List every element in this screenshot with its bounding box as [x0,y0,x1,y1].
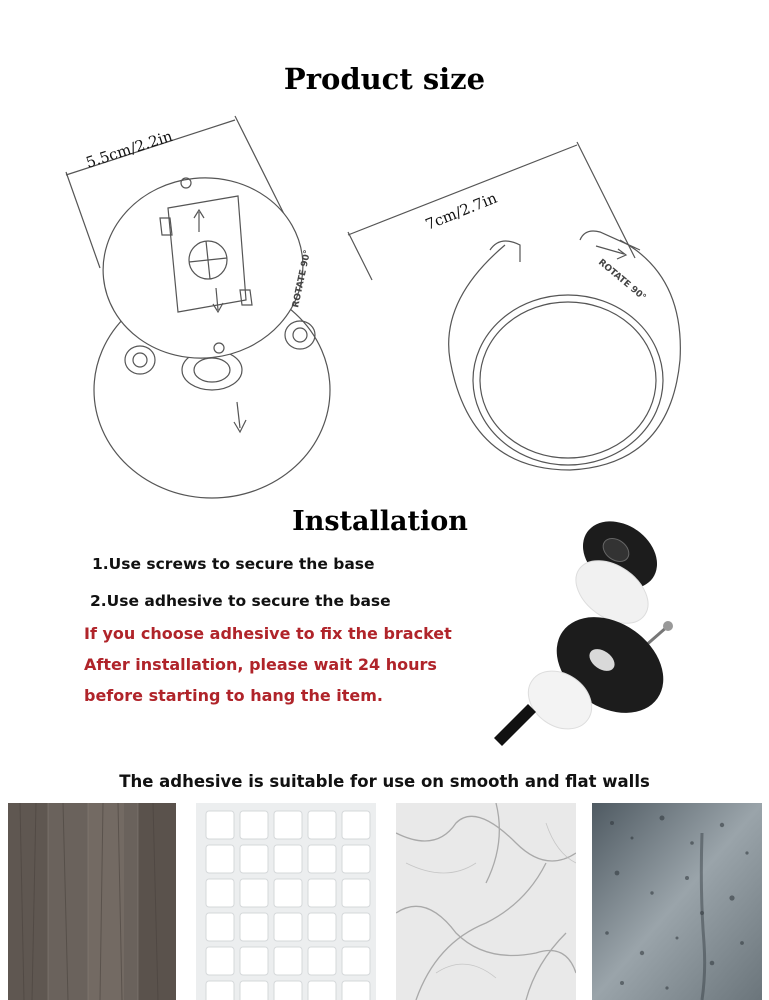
wall-anchor-icon [494,704,536,746]
product-size-title: Product size [283,62,486,96]
walls-heading: The adhesive is suitable for use on smooth and flat walls [119,772,650,791]
adhesive-note-3: before starting to hang the item. [84,686,383,705]
installation-title: Installation [292,506,468,537]
glass-wall-swatch [592,803,762,1000]
install-step-2: 2.Use adhesive to secure the base [90,592,391,610]
tile-wall-icon [196,803,376,1000]
wood-wall-icon [8,803,176,1000]
rotate-label-right: ROTATE 90° [596,257,648,304]
rotate-label-left: ROTATE 90° [291,249,314,309]
marble-wall-swatch [396,803,576,1000]
adhesive-note-1: If you choose adhesive to fix the bracket [84,624,452,643]
glass-wall-icon [592,803,762,1000]
dim-right-label: 7cm/2.7in [422,188,500,234]
tile-wall-swatch [196,803,376,1000]
install-step-1: 1.Use screws to secure the base [92,555,375,573]
adhesive-note-2: After installation, please wait 24 hours [84,655,437,674]
dim-left-label: 5.5cm/2.2in [83,126,175,172]
wood-wall-swatch [8,803,176,1000]
marble-wall-icon [396,803,576,1000]
